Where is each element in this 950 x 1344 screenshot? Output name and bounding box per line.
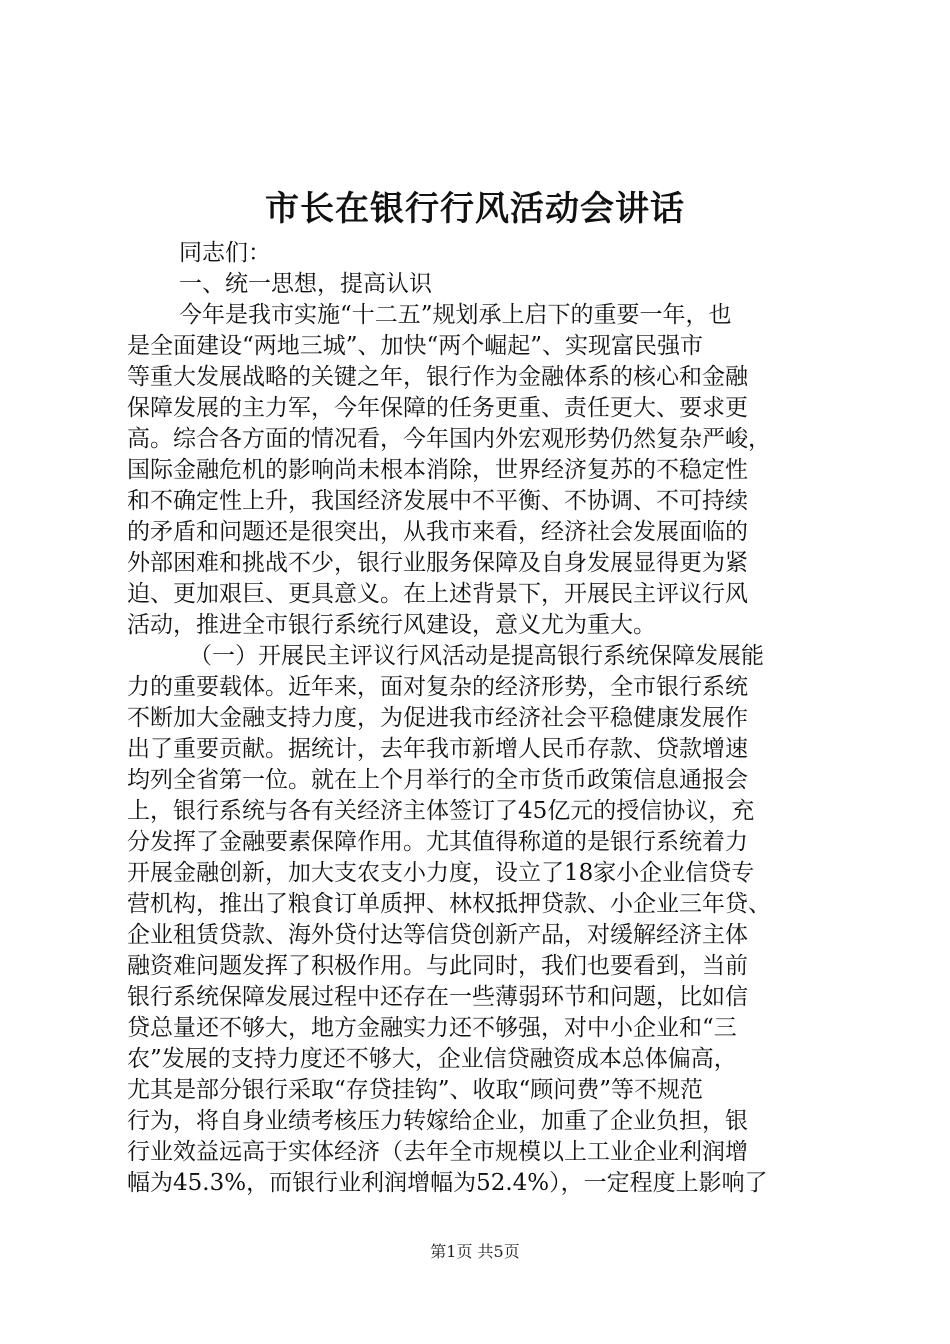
paragraph-line: 均列全省第一位。就在上个月举行的全市货币政策信息通报会 [127, 767, 748, 793]
paragraph-line: 不断加大金融支持力度，为促进我市经济社会平稳健康发展作 [127, 705, 748, 731]
paragraph-line: 高。综合各方面的情况看，今年国内外宏观形势仍然复杂严峻， [127, 426, 771, 452]
paragraph-line: 今年是我市实施“十二五”规划承上启下的重要一年，也 [179, 302, 732, 328]
paragraph-line: 行为，将自身业绩考核压力转嫁给企业，加重了企业负担，银 [127, 1108, 748, 1134]
paragraph-line: 银行系统保障发展过程中还存在一些薄弱环节和问题，比如信 [127, 984, 748, 1010]
document-title: 市长在银行行风活动会讲话 [265, 189, 685, 229]
paragraph-line: 农”发展的支持力度还不够大，企业信贷融资成本总体偏高， [127, 1046, 737, 1072]
paragraph-line: 贷总量还不够大，地方金融实力还不够强，对中小企业和“三 [127, 1015, 737, 1041]
paragraph-line: 尤其是部分银行采取“存贷挂钩”、收取“顾问费”等不规范 [127, 1077, 704, 1103]
section-heading: 一、统一思想，提高认识 [179, 271, 432, 297]
paragraph-line: 分发挥了金融要素保障作用。尤其值得称道的是银行系统着力 [127, 829, 748, 855]
paragraph-line: 迫、更加艰巨、更具意义。在上述背景下，开展民主评议行风 [127, 581, 748, 607]
paragraph-line: 幅为45.3%，而银行业利润增幅为52.4%），一定程度上影响了 [127, 1170, 768, 1196]
subsection-line: （一）开展民主评议行风活动是提高银行系统保障发展能 [189, 643, 764, 669]
salutation: 同志们： [179, 240, 271, 266]
page-footer: 第1页 共5页 [430, 1242, 520, 1261]
paragraph-line: 开展金融创新，加大支农支小力度，设立了18家小企业信贷专 [127, 860, 755, 886]
paragraph-line: 力的重要载体。近年来，面对复杂的经济形势，全市银行系统 [127, 674, 748, 700]
paragraph-line: 出了重要贡献。据统计，去年我市新增人民币存款、贷款增速 [127, 736, 748, 762]
document-body [127, 238, 837, 1199]
paragraph-line: 保障发展的主力军，今年保障的任务更重、责任更大、要求更 [127, 395, 748, 421]
paragraph-line: 营机构，推出了粮食订单质押、林权抵押贷款、小企业三年贷、 [127, 891, 771, 917]
paragraph-line: 的矛盾和问题还是很突出，从我市来看，经济社会发展面临的 [127, 519, 748, 545]
paragraph-line: 是全面建设“两地三城”、加快“两个崛起”、实现富民强市 [127, 333, 704, 359]
paragraph-line: 企业租赁贷款、海外贷付达等信贷创新产品，对缓解经济主体 [127, 922, 748, 948]
paragraph-line: 活动，推进全市银行系统行风建设，意义尤为重大。 [127, 612, 656, 638]
paragraph-line: 行业效益远高于实体经济（去年全市规模以上工业企业利润增 [127, 1139, 748, 1165]
paragraph-line: 外部困难和挑战不少，银行业服务保障及自身发展显得更为紧 [127, 550, 748, 576]
paragraph-line: 国际金融危机的影响尚未根本消除，世界经济复苏的不稳定性 [127, 457, 748, 483]
paragraph-line: 等重大发展战略的关键之年，银行作为金融体系的核心和金融 [127, 364, 748, 390]
paragraph-line: 和不确定性上升，我国经济发展中不平衡、不协调、不可持续 [127, 488, 748, 514]
paragraph-line: 上，银行系统与各有关经济主体签订了45亿元的授信协议，充 [127, 798, 755, 824]
paragraph-line: 融资难问题发挥了积极作用。与此同时，我们也要看到，当前 [127, 953, 748, 979]
